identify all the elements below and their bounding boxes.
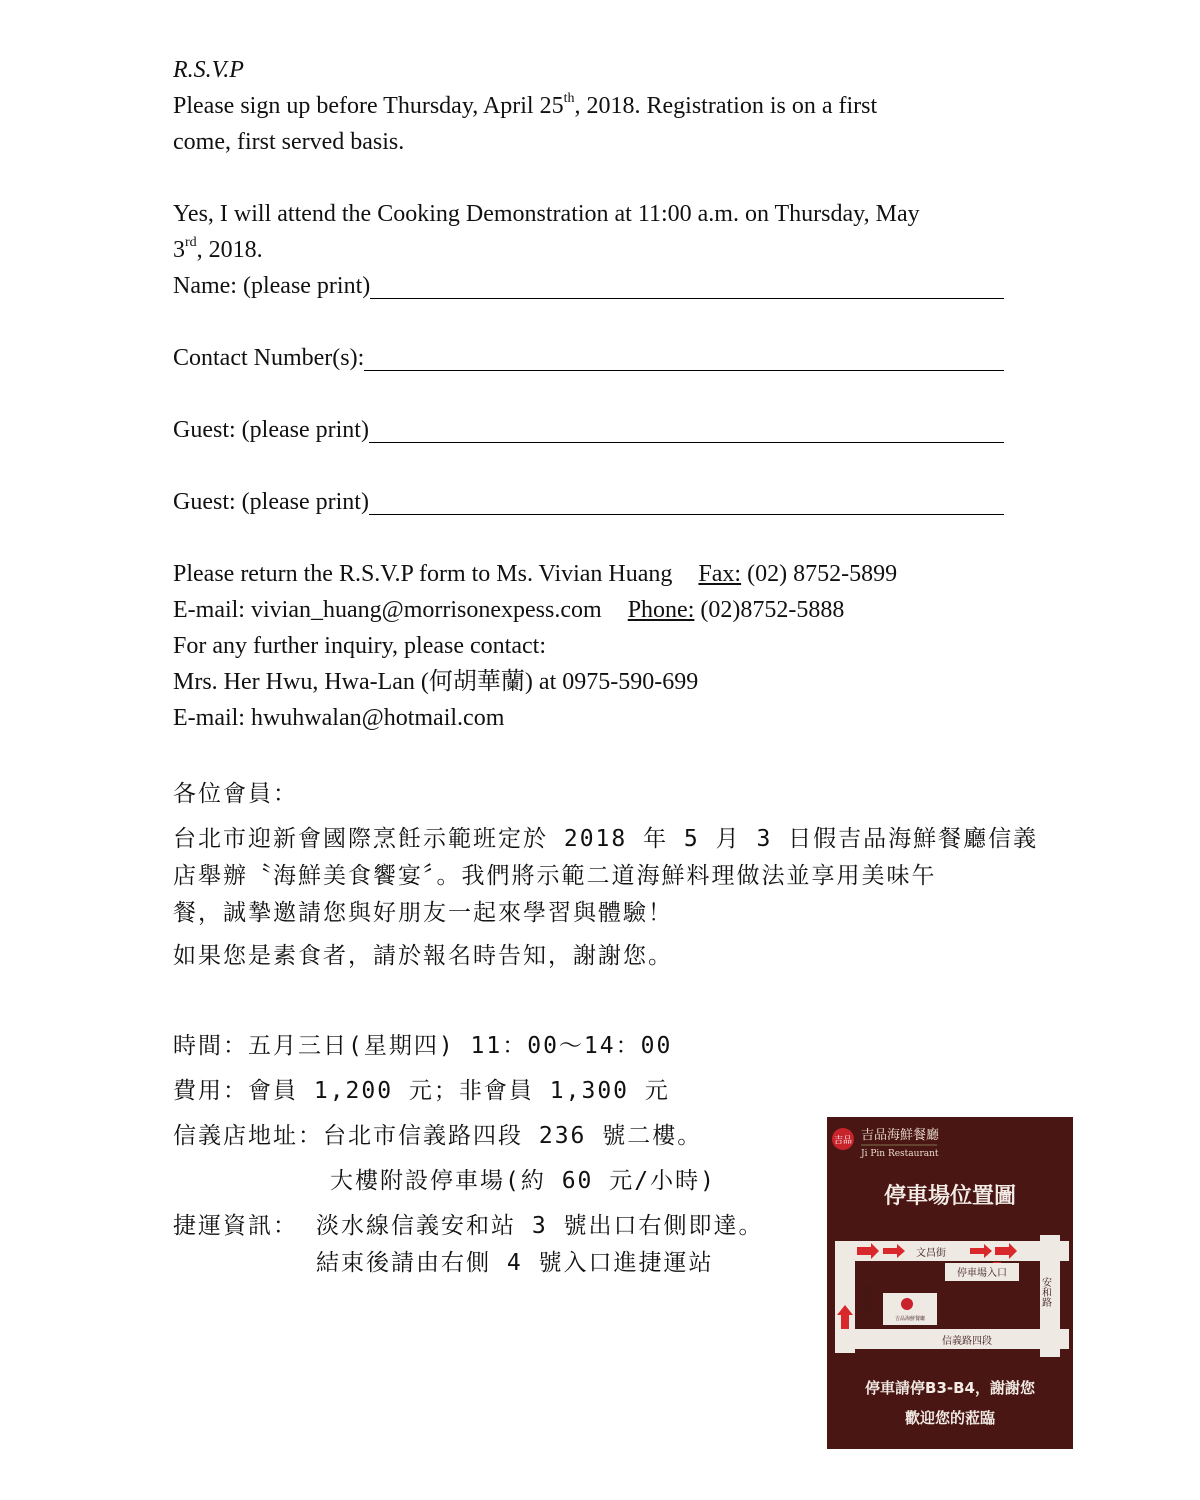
mrt-line-1: 淡水線信義安和站 3 號出口右側即達。 [316, 1213, 764, 1239]
intro-line-3: 餐，誠摯邀請您與好朋友一起來學習與體驗！ [173, 900, 673, 926]
contact-input-line[interactable] [364, 344, 1004, 371]
signup-sup: th [563, 91, 575, 106]
signup-deadline [173, 88, 877, 124]
phone-value: (02)8752-5888 [694, 597, 845, 623]
parking-note: 停車請停B3-B4，謝謝您 [865, 1379, 1035, 1397]
logo-text: 吉品 [833, 1136, 853, 1146]
name-input-line[interactable] [370, 272, 1004, 299]
mrt-line-2: 結束後請由右側 4 號入口進捷運站 [316, 1250, 714, 1276]
guest-input-line-2[interactable] [369, 488, 1004, 515]
guest-label-1: Guest: (please print) [173, 417, 369, 443]
event-address: 信義店地址：台北市信義路四段 236 號二樓。 [173, 1123, 703, 1149]
event-fee: 費用：會員 1,200 元；非會員 1,300 元 [173, 1078, 670, 1104]
event-time: 時間：五月三日(星期四) 11：00～14：00 [173, 1033, 673, 1059]
fax-label: Fax: [698, 561, 742, 587]
contact-label: Contact Number(s): [173, 345, 365, 371]
attend-line-1: Yes, I will attend the Cooking Demonstration at 11:00 a.m. on Thursday, May [173, 201, 920, 227]
marker-label: 吉品海鮮餐廳 [894, 1316, 926, 1322]
return-line [173, 556, 897, 592]
street-right-label: 安和路 [1039, 1277, 1051, 1307]
map-title: 停車場位置圖 [883, 1184, 1017, 1209]
attend-line-2 [173, 232, 263, 268]
signup-line-2: come, first served basis. [173, 129, 405, 155]
intro-line-1: 台北市迎新會國際烹飪示範班定於 2018 年 5 月 3 日假吉品海鮮餐廳信義 [173, 826, 1039, 852]
guest-label-2: Guest: (please print) [173, 489, 369, 515]
guest-field-1[interactable] [173, 412, 1004, 448]
street-bottom-label: 信義路四段 [942, 1336, 992, 1347]
name-field[interactable] [173, 268, 1004, 304]
contact-field[interactable] [173, 340, 1004, 376]
rsvp-heading: R.S.V.P [173, 57, 244, 83]
parking-info: 大樓附設停車場(約 60 元/小時) [330, 1168, 716, 1194]
map-restaurant-en: Ji Pin Restaurant [861, 1149, 939, 1159]
signup-text: Please sign up before Thursday, April 25 [173, 93, 564, 119]
attend-day: 3 [173, 237, 185, 263]
attend-year: , 2018. [196, 237, 263, 263]
return-text: Please return the R.S.V.P form to Ms. Vivian Huang [173, 561, 673, 587]
phone-label: Phone: [627, 597, 695, 623]
inquiry-email[interactable]: E-mail: hwuhwalan@hotmail.com [173, 705, 505, 731]
attend-sup: rd [185, 235, 197, 250]
welcome-note: 歡迎您的蒞臨 [904, 1409, 996, 1427]
parking-map-svg [827, 1117, 1073, 1449]
guest-field-2[interactable] [173, 484, 1004, 520]
guest-input-line-1[interactable] [369, 416, 1004, 443]
intro-line-2: 店舉辦〝海鮮美食饗宴〞。我們將示範二道海鮮料理做法並享用美味午 [173, 863, 937, 889]
map-restaurant-name: 吉品海鮮餐廳 [861, 1128, 940, 1143]
parking-map-image [827, 1117, 1073, 1449]
signup-text-2: , 2018. Registration is on a first [574, 93, 878, 119]
email-text[interactable]: E-mail: vivian_huang@morrisonexpess.com [173, 597, 602, 623]
vegetarian-note: 如果您是素食者，請於報名時告知，謝謝您。 [173, 943, 673, 969]
fax-value: (02) 8752-5899 [741, 561, 898, 587]
mrt-label: 捷運資訊： [173, 1213, 298, 1239]
marker-logo-icon [901, 1298, 913, 1310]
greeting: 各位會員： [173, 781, 298, 807]
street-top-label: 文昌街 [916, 1248, 946, 1259]
email-line [173, 592, 844, 628]
parking-entrance-label: 停車場入口 [957, 1268, 1007, 1279]
name-label: Name: (please print) [173, 273, 371, 299]
inquiry-person: Mrs. Her Hwu, Hwa-Lan (何胡華蘭) at 0975-590-699 [173, 669, 699, 695]
inquiry-text: For any further inquiry, please contact: [173, 633, 546, 659]
street-left-label: 通安街 [859, 1285, 871, 1315]
